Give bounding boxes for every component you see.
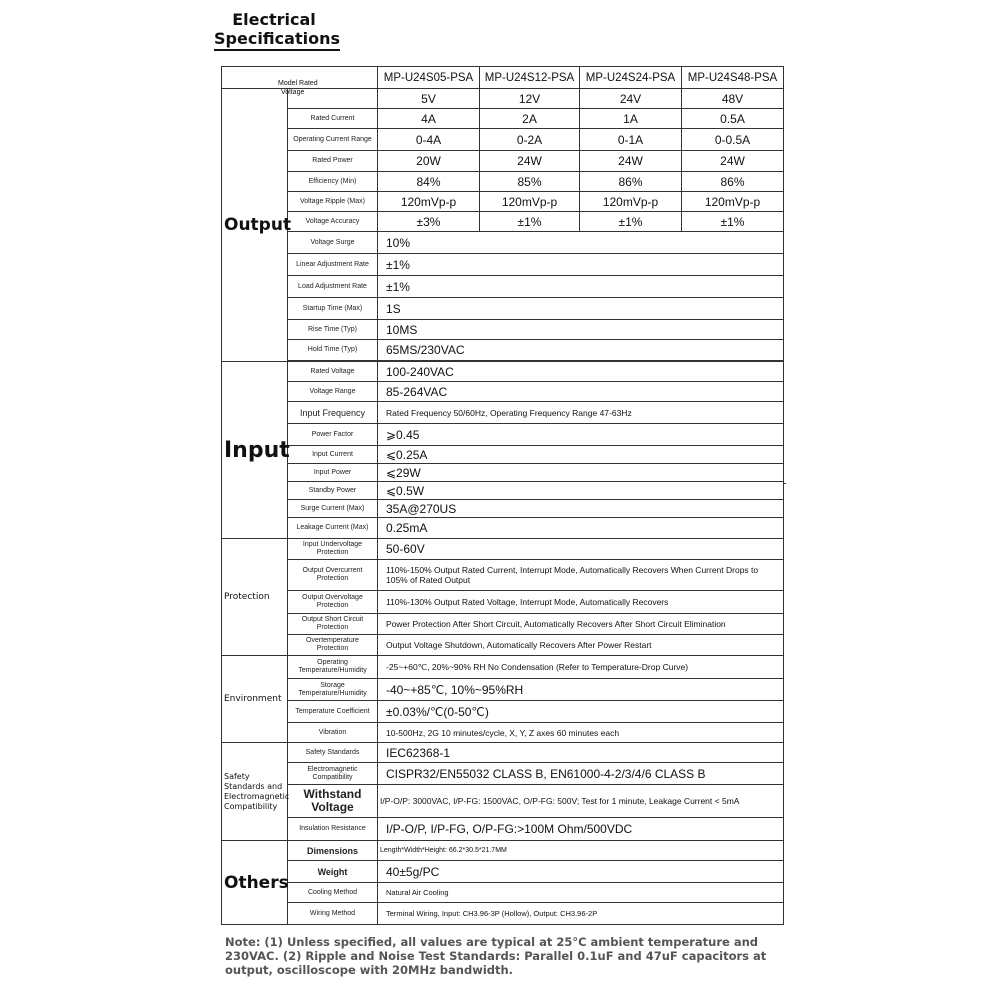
cell-value: 48V [682,89,784,109]
cell-value: 1S [378,298,784,320]
cell-value: 0-2A [480,129,580,151]
section-input: Input [222,362,288,539]
cell-value: 0-0.5A [682,129,784,151]
table-row [222,591,784,614]
cell-value: -25~+60℃, 20%~90% RH No Condensation (Refer to Temperature-Drop Curve) [378,656,784,679]
section-others: Others [222,841,288,925]
cell-value: 85% [480,172,580,192]
row-label: Input Undervoltage Protection [288,539,378,560]
table-row [222,232,784,254]
cell-value: 1A [580,109,682,129]
table-row [222,679,784,701]
cell-value: 86% [580,172,682,192]
cell-value: 40±5g/PC [378,861,784,883]
cell-value: -40~+85℃, 10%~95%RH [378,679,784,701]
cell-value: 24W [480,151,580,172]
cell-value: 110%-130% Output Rated Voltage, Interrupt Mode, Automatically Recovers [378,591,784,614]
cell-value: ±0.03%/℃(0-50℃) [378,701,784,723]
row-label: Operating Current Range [288,129,378,151]
cell-value: ±1% [480,212,580,232]
model-header: MP-U24S24-PSA [580,67,682,89]
table-row [222,192,784,212]
section-output: Output [222,89,288,362]
cell-value: 65MS/230VAC [378,340,784,361]
cell-value: ±1% [580,212,682,232]
cell-value: Output Voltage Shutdown, Automatically Recovers After Power Restart [378,635,784,656]
cell-value: 110%-150% Output Rated Current, Interrupt Mode, Automatically Recovers When Current Drops to 105% of Rated Output [378,560,784,591]
row-label: Weight [288,861,378,883]
section-environment: Environment [222,656,288,743]
table-row [222,785,784,818]
corner-label-model: Model Rated [278,80,318,87]
row-label: Power Factor [288,424,378,446]
cell-value: Rated Frequency 50/60Hz, Operating Frequency Range 47-63Hz [378,402,784,424]
table-row [222,446,784,464]
cell-value: Natural Air Cooling [378,883,784,903]
table-row [222,320,784,340]
row-label: Hold Time (Typ) [288,340,378,361]
row-label: Input Power [288,464,378,482]
row-label: Efficiency (Min) [288,172,378,192]
table-row [222,129,784,151]
row-label: Load Adjustment Rate [288,276,378,298]
row-label: Electromagnetic Compatibility [288,763,378,785]
table-row [222,172,784,192]
row-label: Input Frequency [288,402,378,424]
cell-value: Length*Width*Height: 66.2*30.5*21.7MM [378,841,784,861]
cell-value: 10-500Hz, 2G 10 minutes/cycle, X, Y, Z axes 60 minutes each [378,723,784,743]
cell-value: 5V [378,89,480,109]
cell-value: 4A [378,109,480,129]
row-label: Vibration [288,723,378,743]
table-row [222,402,784,424]
row-label: Insulation Resistance [288,818,378,841]
row-label: Startup Time (Max) [288,298,378,320]
cell-value: Power Protection After Short Circuit, Automatically Recovers After Short Circuit Elimination [378,614,784,635]
cell-value: 35A@270US [378,500,784,518]
table-row [222,743,784,763]
table-row [222,818,784,841]
row-label: Voltage Range [288,382,378,402]
cell-value: ±1% [378,254,784,276]
row-label: Operating Temperature/Humidity [288,656,378,679]
table-row [222,276,784,298]
table-row [222,424,784,446]
cell-value: 2A [480,109,580,129]
title-line-2: Specifications [214,29,340,51]
row-label: Leakage Current (Max) [288,518,378,539]
cell-value: 24W [682,151,784,172]
row-label: Input Current [288,446,378,464]
table-row [222,212,784,232]
header-corner [222,67,378,96]
row-label: Dimensions [288,841,378,861]
row-label: Rated Voltage [288,362,378,382]
cell-value: 24V [580,89,682,109]
table-row [222,482,784,500]
row-label: Storage Temperature/Humidity [288,679,378,701]
table-row [222,298,784,320]
cell-value: ⩽29W [378,464,784,482]
title-line-1: Electrical [232,10,316,29]
table-row [222,841,784,861]
cell-value: 120mVp-p [682,192,784,212]
model-header: MP-U24S05-PSA [378,67,480,89]
table-row [222,723,784,743]
row-label: Output Overvoltage Protection [288,591,378,614]
cell-value: 20W [378,151,480,172]
row-label: Safety Standards [288,743,378,763]
cell-value: I/P-O/P, I/P-FG, O/P-FG:>100M Ohm/500VDC [378,818,784,841]
cell-value: 100-240VAC [378,362,784,382]
cell-value: ⩾0.45 [378,424,784,446]
cell-value: ⩽0.5W [378,482,784,500]
row-label: Wiring Method [288,903,378,925]
table-row [222,340,784,361]
table-header-row [222,67,784,89]
cell-value: ±1% [682,212,784,232]
spec-table [221,66,784,925]
cell-value: 86% [682,172,784,192]
table-row [222,635,784,656]
table-row [222,151,784,172]
row-label: Overtemperature Protection [288,635,378,656]
row-label: Output Short Circuit Protection [288,614,378,635]
table-row [222,464,784,482]
table-row [222,560,784,591]
table-row [222,500,784,518]
cell-value: ±1% [378,276,784,298]
row-label: Rated Current [288,109,378,129]
table-row [222,539,784,560]
row-label: Temperature Coefficient [288,701,378,723]
cell-value: IEC62368-1 [378,743,784,763]
corner-label-voltage: Voltage [281,89,305,96]
cell-value: 120mVp-p [378,192,480,212]
row-label: Withstand Voltage [288,785,378,818]
row-label: Cooling Method [288,883,378,903]
cell-value: 10% [378,232,784,254]
table-row [222,382,784,402]
row-label: Linear Adjustment Rate [288,254,378,276]
cell-value: CISPR32/EN55032 CLASS B, EN61000-4-2/3/4/6 CLASS B [378,763,784,785]
table-row [222,362,784,382]
row-label: Rise Time (Typ) [288,320,378,340]
cell-value: 0-4A [378,129,480,151]
table-row [222,254,784,276]
table-row [222,656,784,679]
row-label: Rated Power [288,151,378,172]
cell-value: 0-1A [580,129,682,151]
cell-value: 12V [480,89,580,109]
cell-value: 10MS [378,320,784,340]
table-row [222,109,784,129]
model-header: MP-U24S12-PSA [480,67,580,89]
row-label: Voltage Surge [288,232,378,254]
cell-value: 84% [378,172,480,192]
cell-value: Terminal Wiring, Input: CH3.96-3P (Hollow), Output: CH3.96-2P [378,903,784,925]
cell-value: 50-60V [378,539,784,560]
row-label: Output Overcurrent Protection [288,560,378,591]
row-label: Voltage Accuracy [288,212,378,232]
row-label: Standby Power [288,482,378,500]
cell-value: I/P-O/P: 3000VAC, I/P-FG: 1500VAC, O/P-FG: 500V; Test for 1 minute, Leakage Current < 5mA [378,785,784,818]
cell-value: ⩽0.25A [378,446,784,464]
table-row [222,763,784,785]
cell-value: 0.5A [682,109,784,129]
table-row [222,89,784,109]
table-row [222,861,784,883]
footnote: Note: (1) Unless specified, all values are typical at 25°C ambient temperature and 230VAC. (2) Ripple and Noise Test Standards: Parallel 0.1uF and 47uF capacitors at output, oscilloscope with 20MHz bandwidth. [225,935,767,977]
cell-value: 24W [580,151,682,172]
table-row [222,614,784,635]
table-row [222,701,784,723]
cell-value: 120mVp-p [580,192,682,212]
model-header: MP-U24S48-PSA [682,67,784,89]
table-row [222,883,784,903]
cell-value: ±3% [378,212,480,232]
table-row [222,518,784,539]
cell-value: 0.25mA [378,518,784,539]
stray-tick-mark [783,483,786,484]
page-title [214,10,340,51]
cell-value: 120mVp-p [480,192,580,212]
cell-value: 85-264VAC [378,382,784,402]
row-label: Voltage Ripple (Max) [288,192,378,212]
section-protection: Protection [222,539,288,656]
table-row [222,903,784,925]
section-safety: Safety Standards and Electromagnetic Compatibility [222,743,288,841]
row-label: Surge Current (Max) [288,500,378,518]
